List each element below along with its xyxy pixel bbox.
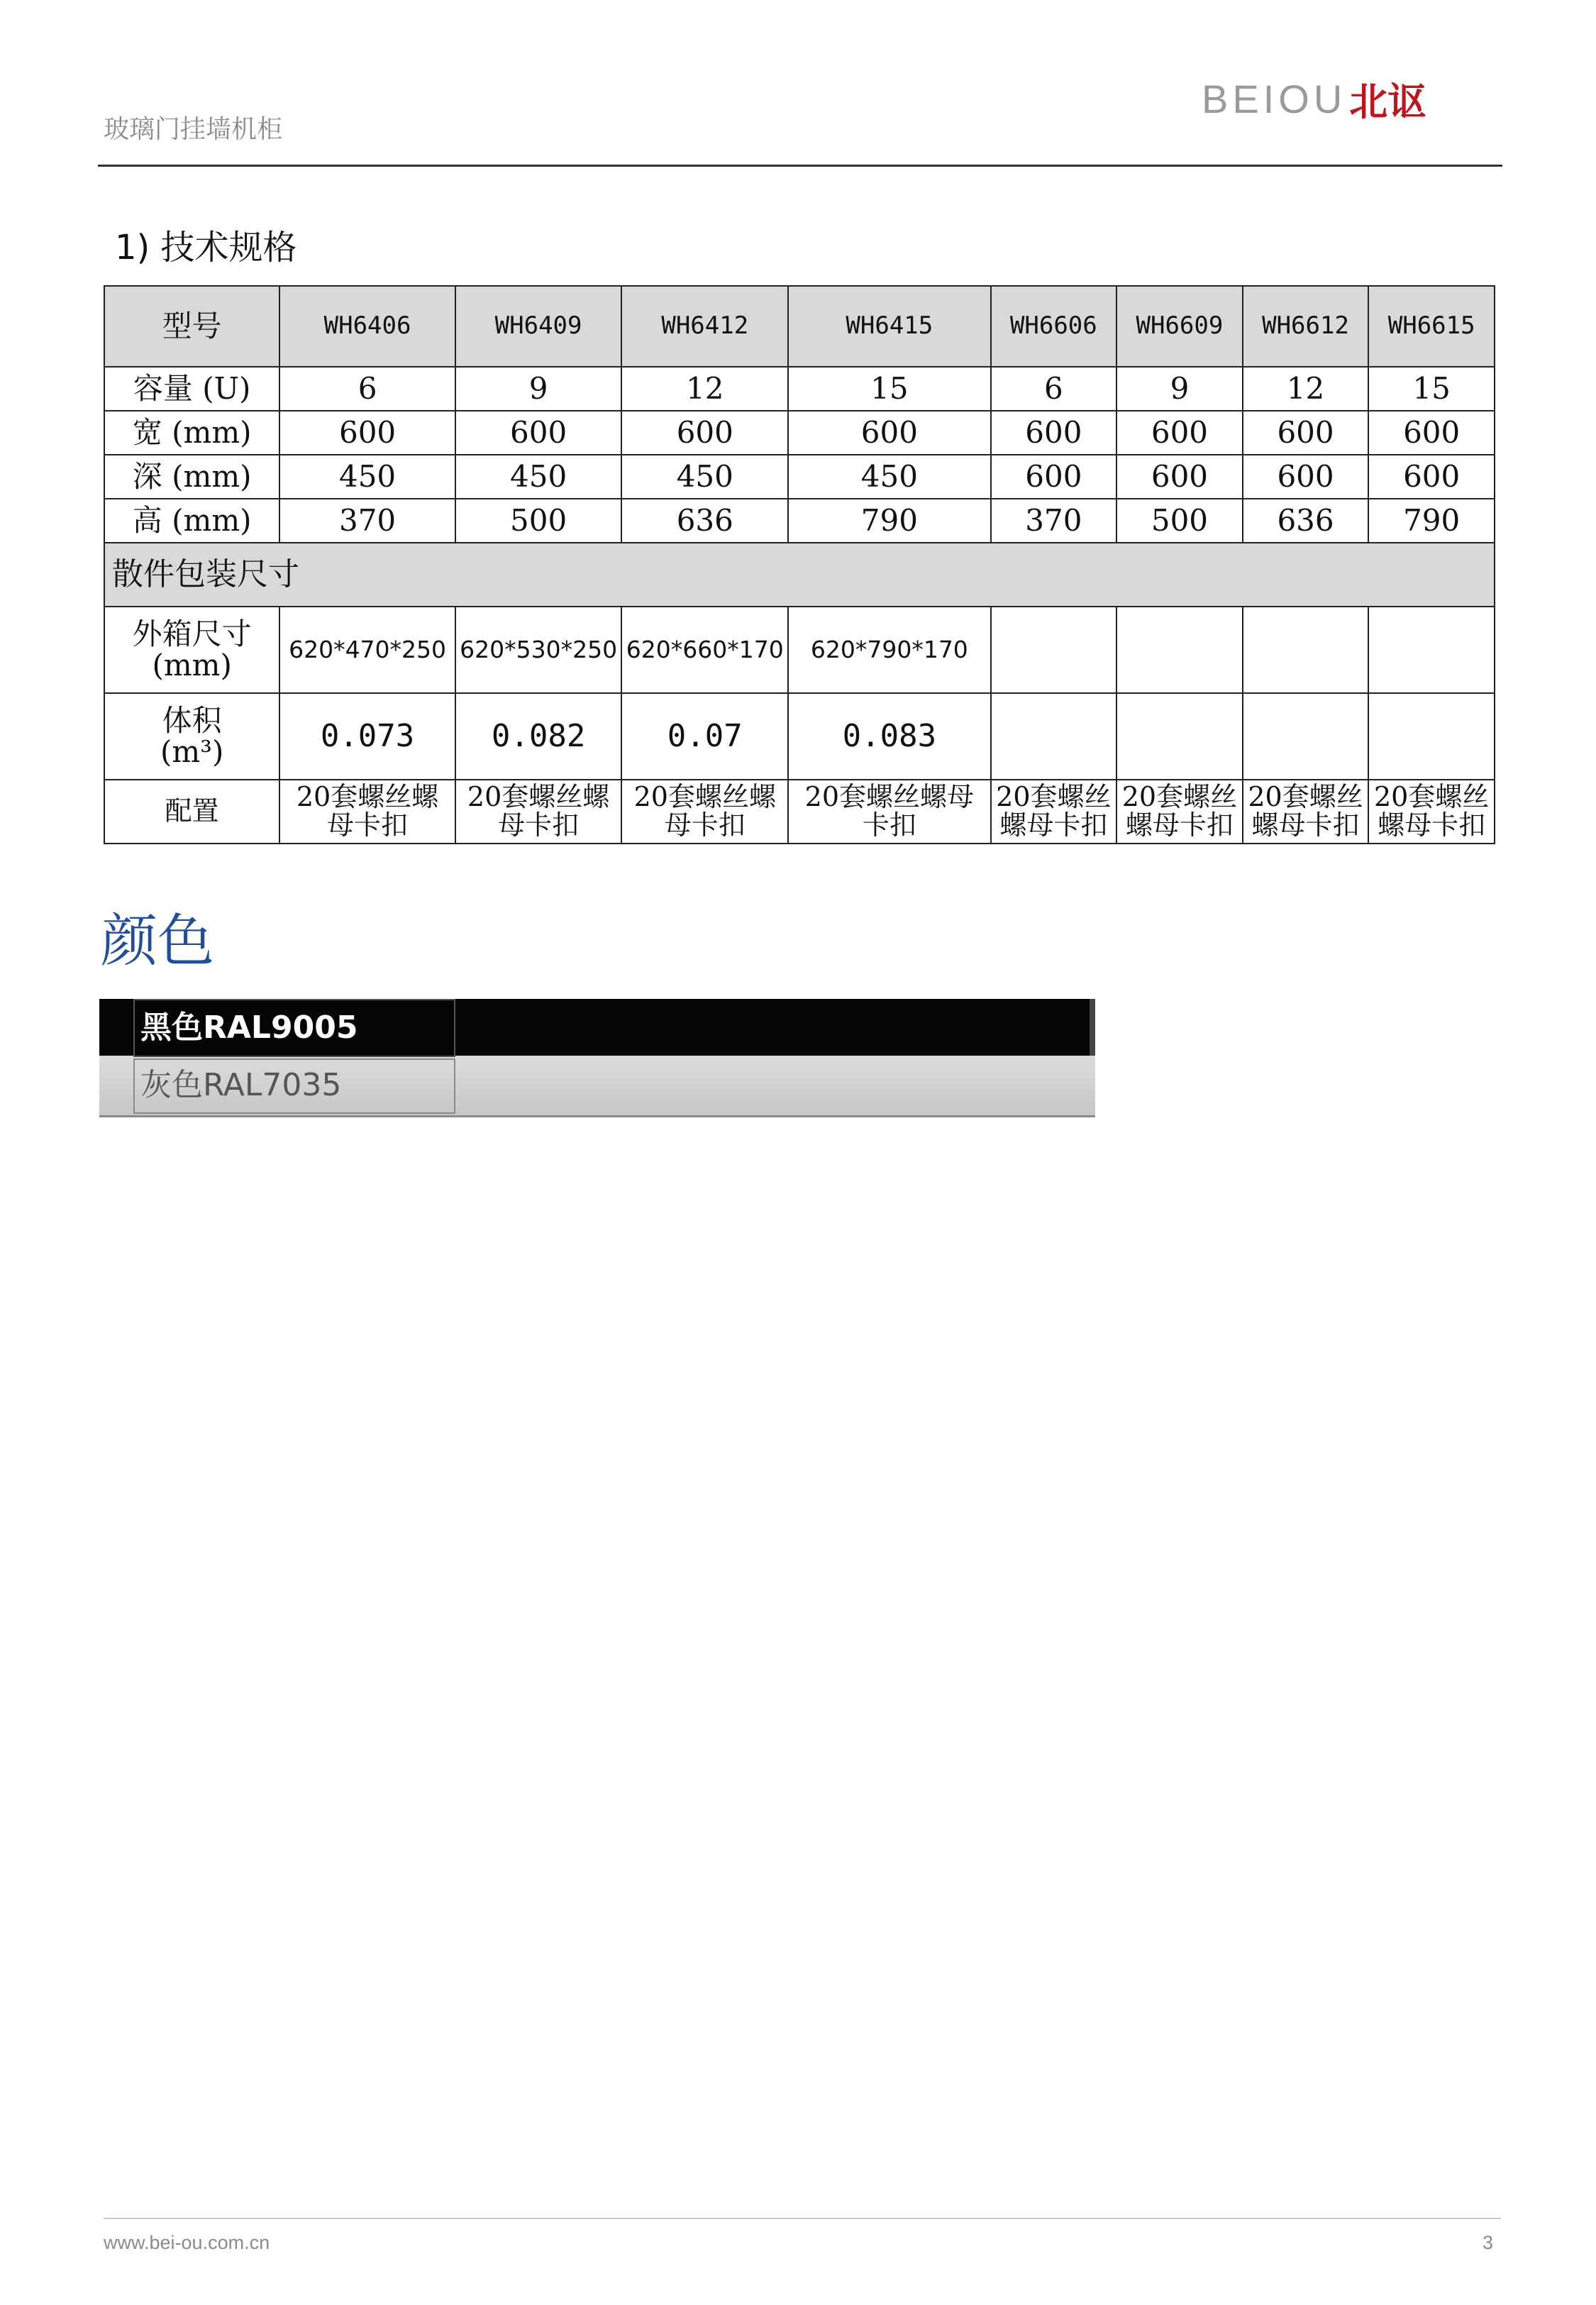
footer-url: www.bei-ou.com.cn (104, 2232, 270, 2253)
brand-logo (1202, 74, 1426, 123)
model-cell: WH6406 (279, 286, 455, 367)
model-cell: WH6615 (1368, 286, 1495, 367)
table-cell: 12 (1243, 367, 1369, 411)
table-cell: 9 (1116, 367, 1243, 411)
packaging-subheading: 散件包装尺寸 (104, 543, 1495, 607)
table-cell: 15 (1368, 367, 1495, 411)
table-cell: 790 (788, 499, 990, 543)
table-cell (1116, 780, 1243, 844)
label-line: 外箱尺寸 (132, 616, 252, 651)
black-color-label: 黑色RAL9005 (133, 999, 455, 1057)
header-divider (98, 165, 1502, 167)
table-cell (1368, 780, 1495, 844)
table-row (104, 780, 1495, 844)
table-cell: 6 (991, 367, 1117, 411)
cell-line: 20套螺丝螺 (296, 781, 439, 813)
model-cell: WH6412 (621, 286, 788, 367)
table-cell (991, 607, 1117, 693)
label-unit: (mm) (152, 648, 232, 682)
table-cell: 450 (455, 455, 622, 499)
table-cell (279, 780, 455, 844)
cell-line: 20套螺丝螺母 (804, 781, 975, 813)
table-cell (1243, 780, 1369, 844)
table-cell: 0.073 (279, 693, 455, 780)
table-cell: 370 (991, 499, 1117, 543)
table-cell: 6 (279, 367, 455, 411)
table-cell (991, 780, 1117, 844)
table-cell: 9 (455, 367, 622, 411)
table-cell (1116, 693, 1243, 780)
section-title: 1) 技术规格 (115, 228, 297, 267)
swatch-edge (1090, 999, 1095, 1064)
cell-line: 螺母卡扣 (999, 809, 1108, 841)
table-cell: 600 (1116, 455, 1243, 499)
brand-logo-en: BEIOU (1202, 76, 1347, 121)
table-cell (1243, 693, 1369, 780)
cell-line: 母卡扣 (664, 809, 746, 841)
row-label-cell: 容量 (U) (104, 367, 279, 411)
table-cell: 0.083 (788, 693, 990, 780)
table-cell: 15 (788, 367, 990, 411)
table-cell: 636 (1243, 499, 1369, 543)
row-label-cell: 配置 (104, 780, 279, 844)
cell-line: 母卡扣 (498, 809, 580, 841)
swatch-bottom-line (99, 1115, 1095, 1117)
color-section-heading: 颜色 (101, 908, 214, 974)
table-row (104, 455, 1495, 499)
row-label-cell: 宽 (mm) (104, 411, 279, 455)
cell-line: 螺母卡扣 (1125, 809, 1234, 841)
table-cell (1243, 607, 1369, 693)
row-label-cell: 高 (mm) (104, 499, 279, 543)
table-row (104, 367, 1495, 411)
table-cell (455, 780, 622, 844)
table-cell: 600 (991, 411, 1117, 455)
model-cell: WH6409 (455, 286, 622, 367)
table-cell: 620*660*170 (621, 607, 788, 693)
table-cell: 450 (788, 455, 990, 499)
model-cell: WH6606 (991, 286, 1117, 367)
cell-line: 20套螺丝 (1248, 781, 1363, 813)
cell-line: 20套螺丝螺 (633, 781, 776, 813)
cell-line: 卡扣 (862, 809, 916, 841)
table-cell: 600 (1368, 455, 1495, 499)
row-label-cell: 深 (mm) (104, 455, 279, 499)
row-label-cell (104, 693, 279, 780)
table-row (104, 286, 1495, 367)
table-row (104, 499, 1495, 543)
table-cell: 600 (1368, 411, 1495, 455)
table-cell (1368, 693, 1495, 780)
table-cell: 370 (279, 499, 455, 543)
table-cell: 600 (1243, 411, 1369, 455)
table-cell: 0.07 (621, 693, 788, 780)
cell-line: 螺母卡扣 (1251, 809, 1360, 841)
table-row (104, 543, 1495, 607)
cell-line: 20套螺丝螺 (467, 781, 610, 813)
table-cell: 600 (455, 411, 622, 455)
footer-divider (104, 2218, 1501, 2219)
gray-color-label: 灰色RAL7035 (133, 1058, 455, 1114)
model-cell: WH6612 (1243, 286, 1369, 367)
table-cell: 790 (1368, 499, 1495, 543)
label-unit: (m³) (160, 734, 224, 769)
model-cell: WH6609 (1116, 286, 1243, 367)
table-row (104, 607, 1495, 693)
table-cell: 600 (1243, 455, 1369, 499)
cell-line: 20套螺丝 (1373, 781, 1490, 813)
cell-line: 螺母卡扣 (1378, 809, 1486, 841)
table-cell: 12 (621, 367, 788, 411)
row-label-cell (104, 607, 279, 693)
cell-line: 20套螺丝 (996, 781, 1112, 813)
document-header-title: 玻璃门挂墙机柜 (104, 115, 283, 144)
table-cell: 500 (455, 499, 622, 543)
table-cell (621, 780, 788, 844)
table-cell: 450 (279, 455, 455, 499)
table-cell: 600 (991, 455, 1117, 499)
model-label-cell: 型号 (104, 286, 279, 367)
table-row (104, 693, 1495, 780)
table-cell (1116, 607, 1243, 693)
table-cell: 0.082 (455, 693, 622, 780)
table-row (104, 411, 1495, 455)
model-cell: WH6415 (788, 286, 990, 367)
table-cell: 600 (1116, 411, 1243, 455)
color-swatch-panel (99, 999, 1095, 1118)
brand-logo-cn: 北讴 (1349, 79, 1426, 124)
table-cell (788, 780, 990, 844)
table-cell: 620*790*170 (788, 607, 990, 693)
table-cell: 636 (621, 499, 788, 543)
spec-table (104, 285, 1495, 844)
table-cell: 500 (1116, 499, 1243, 543)
table-cell: 600 (621, 411, 788, 455)
table-cell: 450 (621, 455, 788, 499)
table-cell: 600 (788, 411, 990, 455)
label-line: 体积 (162, 702, 222, 738)
table-cell: 620*470*250 (279, 607, 455, 693)
cell-line: 20套螺丝 (1121, 781, 1238, 813)
table-cell: 600 (279, 411, 455, 455)
cell-line: 母卡扣 (327, 809, 409, 841)
table-cell (1368, 607, 1495, 693)
table-cell (991, 693, 1117, 780)
table-cell: 620*530*250 (455, 607, 622, 693)
page-number: 3 (1483, 2232, 1494, 2253)
